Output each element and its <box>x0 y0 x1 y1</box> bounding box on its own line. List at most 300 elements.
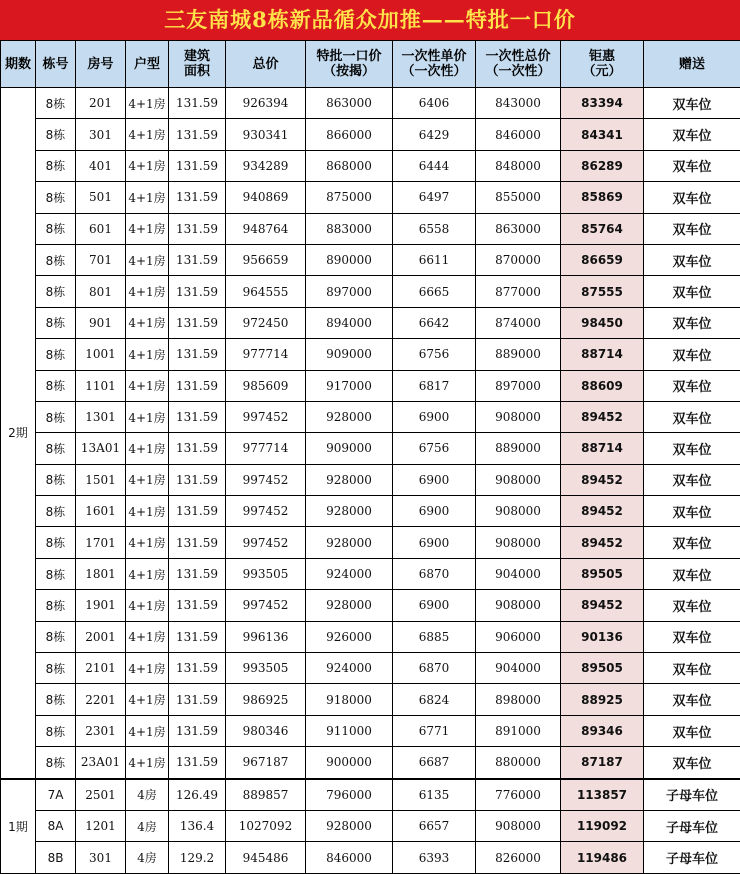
cell-discount: 89505 <box>561 558 644 589</box>
cell-building: 8栋 <box>36 464 76 495</box>
cell-special: 928000 <box>306 590 393 621</box>
cell-total-once: 908000 <box>476 527 561 558</box>
cell-total: 997452 <box>226 496 306 527</box>
phase-cell-1: 1期 <box>1 779 36 874</box>
table-row <box>1 244 740 275</box>
cell-area: 129.2 <box>169 842 226 873</box>
cell-room: 701 <box>76 244 126 275</box>
cell-building: 8栋 <box>36 715 76 746</box>
cell-layout: 4+1房 <box>126 244 169 275</box>
cell-special: 875000 <box>306 182 393 213</box>
cell-gift: 双车位 <box>644 464 740 495</box>
cell-discount: 88609 <box>561 370 644 401</box>
cell-unit-once: 6665 <box>393 276 476 307</box>
cell-building: 8栋 <box>36 496 76 527</box>
cell-room: 1201 <box>76 810 126 841</box>
cell-special: 911000 <box>306 715 393 746</box>
cell-building: 8栋 <box>36 339 76 370</box>
table-body <box>1 88 740 874</box>
header-phase: 期数 <box>1 41 36 88</box>
cell-discount: 85869 <box>561 182 644 213</box>
cell-gift: 双车位 <box>644 747 740 779</box>
header-area-line2: 面积 <box>184 64 210 79</box>
table-row <box>1 276 740 307</box>
cell-unit-once: 6657 <box>393 810 476 841</box>
cell-special: 868000 <box>306 150 393 181</box>
cell-building: 8B <box>36 842 76 873</box>
cell-total: 997452 <box>226 401 306 432</box>
cell-area: 131.59 <box>169 244 226 275</box>
cell-layout: 4+1房 <box>126 433 169 464</box>
cell-total: 997452 <box>226 527 306 558</box>
cell-area: 131.59 <box>169 621 226 652</box>
cell-unit-once: 6900 <box>393 464 476 495</box>
cell-gift: 双车位 <box>644 496 740 527</box>
cell-building: 8栋 <box>36 527 76 558</box>
cell-discount: 88714 <box>561 433 644 464</box>
cell-layout: 4+1房 <box>126 684 169 715</box>
cell-gift: 双车位 <box>644 653 740 684</box>
cell-total: 977714 <box>226 433 306 464</box>
cell-room: 1101 <box>76 370 126 401</box>
cell-building: 7A <box>36 779 76 811</box>
cell-total-once: 880000 <box>476 747 561 779</box>
cell-discount: 88714 <box>561 339 644 370</box>
cell-layout: 4+1房 <box>126 590 169 621</box>
cell-building: 8栋 <box>36 684 76 715</box>
cell-total-once: 891000 <box>476 715 561 746</box>
cell-total-once: 889000 <box>476 339 561 370</box>
cell-layout: 4+1房 <box>126 558 169 589</box>
cell-building: 8栋 <box>36 307 76 338</box>
cell-area: 131.59 <box>169 307 226 338</box>
cell-discount: 87187 <box>561 747 644 779</box>
cell-discount: 89346 <box>561 715 644 746</box>
table-row <box>1 119 740 150</box>
cell-area: 131.59 <box>169 464 226 495</box>
cell-special: 796000 <box>306 779 393 811</box>
cell-unit-once: 6885 <box>393 621 476 652</box>
cell-layout: 4+1房 <box>126 119 169 150</box>
table-row <box>1 182 740 213</box>
cell-discount: 119092 <box>561 810 644 841</box>
header-discount-line1: 钜惠 <box>589 49 615 64</box>
cell-special: 926000 <box>306 621 393 652</box>
cell-gift: 双车位 <box>644 558 740 589</box>
table-row <box>1 621 740 652</box>
cell-room: 601 <box>76 213 126 244</box>
cell-discount: 85764 <box>561 213 644 244</box>
table-row <box>1 370 740 401</box>
cell-total-once: 908000 <box>476 464 561 495</box>
cell-total-once: 846000 <box>476 119 561 150</box>
cell-discount: 89452 <box>561 496 644 527</box>
cell-area: 131.59 <box>169 119 226 150</box>
cell-total-once: 848000 <box>476 150 561 181</box>
cell-gift: 双车位 <box>644 715 740 746</box>
cell-discount: 98450 <box>561 307 644 338</box>
header-row <box>1 41 740 88</box>
cell-room: 2101 <box>76 653 126 684</box>
cell-area: 131.59 <box>169 88 226 119</box>
cell-room: 501 <box>76 182 126 213</box>
header-building: 栋号 <box>36 41 76 88</box>
cell-unit-once: 6824 <box>393 684 476 715</box>
cell-area: 131.59 <box>169 433 226 464</box>
cell-discount: 113857 <box>561 779 644 811</box>
cell-layout: 4+1房 <box>126 401 169 432</box>
cell-special: 928000 <box>306 496 393 527</box>
cell-gift: 双车位 <box>644 527 740 558</box>
cell-layout: 4房 <box>126 810 169 841</box>
cell-building: 8栋 <box>36 558 76 589</box>
cell-discount: 90136 <box>561 621 644 652</box>
cell-room: 301 <box>76 119 126 150</box>
cell-area: 131.59 <box>169 715 226 746</box>
table-row <box>1 715 740 746</box>
cell-unit-once: 6817 <box>393 370 476 401</box>
cell-room: 1701 <box>76 527 126 558</box>
cell-total-once: 904000 <box>476 653 561 684</box>
table-row <box>1 527 740 558</box>
cell-total-once: 874000 <box>476 307 561 338</box>
cell-gift: 双车位 <box>644 182 740 213</box>
cell-area: 136.4 <box>169 810 226 841</box>
cell-gift: 双车位 <box>644 307 740 338</box>
cell-special: 897000 <box>306 276 393 307</box>
header-special-line2: （按揭） <box>323 64 375 79</box>
cell-gift: 子母车位 <box>644 779 740 811</box>
cell-building: 8栋 <box>36 182 76 213</box>
cell-building: 8栋 <box>36 119 76 150</box>
table-row <box>1 150 740 181</box>
cell-layout: 4+1房 <box>126 307 169 338</box>
cell-area: 131.59 <box>169 276 226 307</box>
cell-building: 8栋 <box>36 401 76 432</box>
cell-layout: 4+1房 <box>126 213 169 244</box>
cell-building: 8栋 <box>36 433 76 464</box>
table-row <box>1 213 740 244</box>
cell-total: 930341 <box>226 119 306 150</box>
cell-discount: 84341 <box>561 119 644 150</box>
cell-total: 940869 <box>226 182 306 213</box>
cell-area: 131.59 <box>169 150 226 181</box>
cell-special: 928000 <box>306 401 393 432</box>
table-row <box>1 747 740 779</box>
cell-special: 863000 <box>306 88 393 119</box>
cell-building: 8栋 <box>36 590 76 621</box>
table-row <box>1 433 740 464</box>
cell-total: 977714 <box>226 339 306 370</box>
cell-total-once: 908000 <box>476 810 561 841</box>
cell-gift: 双车位 <box>644 150 740 181</box>
page-title: 三友南城8栋新品循众加推——特批一口价 <box>0 0 740 40</box>
cell-total-once: 898000 <box>476 684 561 715</box>
cell-special: 883000 <box>306 213 393 244</box>
cell-gift: 双车位 <box>644 276 740 307</box>
cell-special: 890000 <box>306 244 393 275</box>
table-row <box>1 88 740 119</box>
cell-unit-once: 6900 <box>393 496 476 527</box>
table-row <box>1 464 740 495</box>
cell-building: 8栋 <box>36 150 76 181</box>
table-row <box>1 653 740 684</box>
cell-total: 948764 <box>226 213 306 244</box>
cell-layout: 4房 <box>126 779 169 811</box>
cell-discount: 119486 <box>561 842 644 873</box>
cell-building: 8栋 <box>36 653 76 684</box>
header-area <box>169 41 226 88</box>
cell-room: 1801 <box>76 558 126 589</box>
cell-total: 980346 <box>226 715 306 746</box>
header-unit-once-line2: （一次性） <box>401 64 466 79</box>
cell-total: 972450 <box>226 307 306 338</box>
cell-unit-once: 6900 <box>393 527 476 558</box>
cell-total-once: 904000 <box>476 558 561 589</box>
cell-unit-once: 6406 <box>393 88 476 119</box>
table-row <box>1 842 740 873</box>
table-row <box>1 779 740 811</box>
cell-area: 126.49 <box>169 779 226 811</box>
cell-total: 934289 <box>226 150 306 181</box>
cell-layout: 4+1房 <box>126 276 169 307</box>
cell-special: 924000 <box>306 558 393 589</box>
table-row <box>1 558 740 589</box>
cell-room: 301 <box>76 842 126 873</box>
cell-total: 956659 <box>226 244 306 275</box>
cell-area: 131.59 <box>169 558 226 589</box>
header-gift: 赠送 <box>644 41 740 88</box>
cell-building: 8栋 <box>36 370 76 401</box>
cell-unit-once: 6756 <box>393 339 476 370</box>
cell-discount: 89452 <box>561 590 644 621</box>
cell-gift: 双车位 <box>644 433 740 464</box>
cell-gift: 双车位 <box>644 401 740 432</box>
cell-discount: 88925 <box>561 684 644 715</box>
cell-total-once: 908000 <box>476 590 561 621</box>
cell-layout: 4+1房 <box>126 464 169 495</box>
cell-area: 131.59 <box>169 684 226 715</box>
cell-gift: 双车位 <box>644 621 740 652</box>
cell-special: 909000 <box>306 339 393 370</box>
cell-room: 2001 <box>76 621 126 652</box>
cell-discount: 89452 <box>561 401 644 432</box>
cell-room: 2501 <box>76 779 126 811</box>
cell-room: 401 <box>76 150 126 181</box>
cell-discount: 87555 <box>561 276 644 307</box>
cell-total: 1027092 <box>226 810 306 841</box>
cell-area: 131.59 <box>169 496 226 527</box>
cell-layout: 4+1房 <box>126 150 169 181</box>
cell-gift: 双车位 <box>644 590 740 621</box>
cell-area: 131.59 <box>169 213 226 244</box>
cell-area: 131.59 <box>169 339 226 370</box>
cell-total-once: 908000 <box>476 496 561 527</box>
cell-total-once: 908000 <box>476 401 561 432</box>
cell-total-once: 843000 <box>476 88 561 119</box>
cell-room: 2201 <box>76 684 126 715</box>
cell-special: 917000 <box>306 370 393 401</box>
cell-unit-once: 6900 <box>393 401 476 432</box>
cell-room: 23A01 <box>76 747 126 779</box>
cell-building: 8栋 <box>36 621 76 652</box>
table-row <box>1 339 740 370</box>
cell-total: 993505 <box>226 558 306 589</box>
cell-layout: 4+1房 <box>126 621 169 652</box>
table-row <box>1 496 740 527</box>
cell-special: 928000 <box>306 527 393 558</box>
cell-unit-once: 6444 <box>393 150 476 181</box>
cell-area: 131.59 <box>169 653 226 684</box>
cell-total: 993505 <box>226 653 306 684</box>
cell-room: 1301 <box>76 401 126 432</box>
cell-special: 894000 <box>306 307 393 338</box>
header-area-line1: 建筑 <box>184 49 210 64</box>
cell-gift: 双车位 <box>644 213 740 244</box>
table-row <box>1 401 740 432</box>
cell-gift: 子母车位 <box>644 842 740 873</box>
cell-total: 964555 <box>226 276 306 307</box>
cell-room: 201 <box>76 88 126 119</box>
cell-total: 926394 <box>226 88 306 119</box>
cell-layout: 4+1房 <box>126 496 169 527</box>
cell-area: 131.59 <box>169 747 226 779</box>
cell-room: 1001 <box>76 339 126 370</box>
cell-area: 131.59 <box>169 370 226 401</box>
cell-layout: 4房 <box>126 842 169 873</box>
cell-area: 131.59 <box>169 401 226 432</box>
cell-total: 967187 <box>226 747 306 779</box>
cell-total: 889857 <box>226 779 306 811</box>
cell-unit-once: 6870 <box>393 653 476 684</box>
cell-layout: 4+1房 <box>126 527 169 558</box>
cell-gift: 双车位 <box>644 119 740 150</box>
cell-discount: 89452 <box>561 527 644 558</box>
cell-total-once: 877000 <box>476 276 561 307</box>
cell-gift: 双车位 <box>644 684 740 715</box>
cell-total-once: 870000 <box>476 244 561 275</box>
cell-special: 846000 <box>306 842 393 873</box>
header-unit-once <box>393 41 476 88</box>
header-room: 房号 <box>76 41 126 88</box>
header-discount-line2: （元） <box>582 64 621 79</box>
header-layout: 户型 <box>126 41 169 88</box>
cell-discount: 86289 <box>561 150 644 181</box>
cell-total-once: 776000 <box>476 779 561 811</box>
cell-room: 1601 <box>76 496 126 527</box>
cell-total-once: 826000 <box>476 842 561 873</box>
cell-building: 8栋 <box>36 244 76 275</box>
cell-gift: 双车位 <box>644 244 740 275</box>
cell-unit-once: 6429 <box>393 119 476 150</box>
cell-layout: 4+1房 <box>126 88 169 119</box>
cell-area: 131.59 <box>169 182 226 213</box>
cell-unit-once: 6756 <box>393 433 476 464</box>
cell-layout: 4+1房 <box>126 339 169 370</box>
cell-total-once: 897000 <box>476 370 561 401</box>
cell-total-once: 863000 <box>476 213 561 244</box>
cell-area: 131.59 <box>169 527 226 558</box>
cell-room: 13A01 <box>76 433 126 464</box>
cell-layout: 4+1房 <box>126 653 169 684</box>
cell-room: 1501 <box>76 464 126 495</box>
cell-special: 900000 <box>306 747 393 779</box>
cell-discount: 86659 <box>561 244 644 275</box>
cell-gift: 子母车位 <box>644 810 740 841</box>
cell-room: 901 <box>76 307 126 338</box>
cell-total-once: 855000 <box>476 182 561 213</box>
cell-room: 801 <box>76 276 126 307</box>
cell-total: 997452 <box>226 464 306 495</box>
phase-cell-2: 2期 <box>1 88 36 779</box>
cell-special: 924000 <box>306 653 393 684</box>
cell-area: 131.59 <box>169 590 226 621</box>
cell-special: 866000 <box>306 119 393 150</box>
cell-special: 928000 <box>306 464 393 495</box>
header-total-once <box>476 41 561 88</box>
price-table <box>0 40 740 874</box>
cell-unit-once: 6900 <box>393 590 476 621</box>
cell-discount: 89452 <box>561 464 644 495</box>
cell-building: 8栋 <box>36 88 76 119</box>
cell-special: 918000 <box>306 684 393 715</box>
cell-total-once: 889000 <box>476 433 561 464</box>
table-row <box>1 684 740 715</box>
cell-unit-once: 6558 <box>393 213 476 244</box>
cell-layout: 4+1房 <box>126 370 169 401</box>
cell-total: 986925 <box>226 684 306 715</box>
cell-layout: 4+1房 <box>126 747 169 779</box>
cell-room: 1901 <box>76 590 126 621</box>
cell-gift: 双车位 <box>644 88 740 119</box>
cell-unit-once: 6687 <box>393 747 476 779</box>
cell-special: 928000 <box>306 810 393 841</box>
table-row <box>1 590 740 621</box>
cell-layout: 4+1房 <box>126 715 169 746</box>
header-discount <box>561 41 644 88</box>
cell-unit-once: 6497 <box>393 182 476 213</box>
cell-unit-once: 6611 <box>393 244 476 275</box>
cell-total: 945486 <box>226 842 306 873</box>
header-special-line1: 特批一口价 <box>316 49 381 64</box>
cell-gift: 双车位 <box>644 339 740 370</box>
cell-total: 996136 <box>226 621 306 652</box>
cell-unit-once: 6870 <box>393 558 476 589</box>
cell-building: 8栋 <box>36 747 76 779</box>
cell-gift: 双车位 <box>644 370 740 401</box>
cell-room: 2301 <box>76 715 126 746</box>
table-row <box>1 307 740 338</box>
cell-total: 985609 <box>226 370 306 401</box>
cell-unit-once: 6771 <box>393 715 476 746</box>
cell-unit-once: 6135 <box>393 779 476 811</box>
cell-discount: 89505 <box>561 653 644 684</box>
cell-layout: 4+1房 <box>126 182 169 213</box>
cell-unit-once: 6642 <box>393 307 476 338</box>
cell-building: 8A <box>36 810 76 841</box>
header-unit-once-line1: 一次性单价 <box>401 49 466 64</box>
cell-building: 8栋 <box>36 213 76 244</box>
cell-discount: 83394 <box>561 88 644 119</box>
header-special-price <box>306 41 393 88</box>
header-total-once-line2: （一次性） <box>485 64 550 79</box>
cell-total-once: 906000 <box>476 621 561 652</box>
cell-total: 997452 <box>226 590 306 621</box>
header-total: 总价 <box>226 41 306 88</box>
cell-unit-once: 6393 <box>393 842 476 873</box>
table-row <box>1 810 740 841</box>
header-total-once-line1: 一次性总价 <box>485 49 550 64</box>
